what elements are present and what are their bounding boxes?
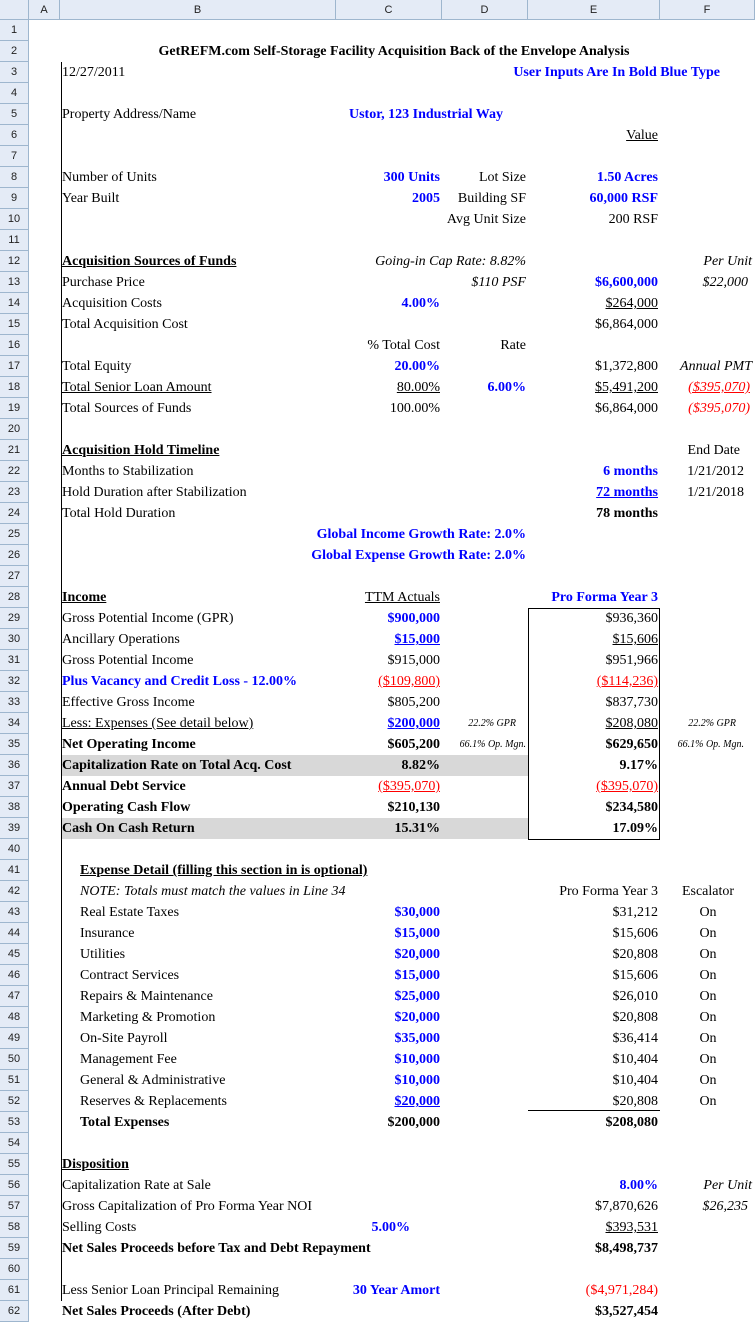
gpr-ttm[interactable]: $900,000 bbox=[387, 611, 440, 626]
expense-item-label[interactable]: Management Fee bbox=[80, 1052, 177, 1067]
total-expenses-ttm[interactable]: $200,000 bbox=[387, 1115, 440, 1130]
worksheet-grid[interactable] bbox=[30, 20, 755, 1322]
expense-item-ttm[interactable]: $35,000 bbox=[394, 1031, 440, 1046]
expense-item-ttm[interactable]: $20,000 bbox=[394, 1010, 440, 1025]
row-header-53[interactable]: 53 bbox=[0, 1112, 28, 1133]
per-unit-header[interactable]: Per Unit bbox=[703, 254, 752, 269]
purchase-label[interactable]: Purchase Price bbox=[62, 275, 145, 290]
annual-pmt-header[interactable]: Annual PMT bbox=[680, 359, 752, 374]
input-note[interactable]: User Inputs Are In Bold Blue Type bbox=[513, 65, 720, 80]
income-growth-rate[interactable]: Global Income Growth Rate: 2.0% bbox=[316, 527, 526, 542]
row-header-11[interactable]: 11 bbox=[0, 230, 28, 251]
expense-item-escalator[interactable]: On bbox=[699, 1010, 717, 1025]
row-header-13[interactable]: 13 bbox=[0, 272, 28, 293]
net-sales-value[interactable]: $8,498,737 bbox=[595, 1241, 658, 1256]
gpr-label[interactable]: Gross Potential Income (GPR) bbox=[62, 611, 234, 626]
row-header-50[interactable]: 50 bbox=[0, 1049, 28, 1070]
egi-label[interactable]: Effective Gross Income bbox=[62, 695, 195, 710]
net-after-debt-label[interactable]: Net Sales Proceeds (After Debt) bbox=[62, 1304, 251, 1319]
expense-item-label[interactable]: Insurance bbox=[80, 926, 135, 941]
expense-item-escalator[interactable]: On bbox=[699, 926, 717, 941]
expense-item-proforma[interactable]: $26,010 bbox=[612, 989, 658, 1004]
total-expenses-label[interactable]: Total Expenses bbox=[80, 1115, 170, 1130]
row-header-14[interactable]: 14 bbox=[0, 293, 28, 314]
expense-detail-heading[interactable]: Expense Detail (filling this section in is optional) bbox=[80, 863, 368, 878]
row-header-60[interactable]: 60 bbox=[0, 1259, 28, 1280]
caprate-proforma[interactable]: 9.17% bbox=[619, 758, 658, 773]
row-header-55[interactable]: 55 bbox=[0, 1154, 28, 1175]
row-header-1[interactable]: 1 bbox=[0, 20, 28, 41]
equity-pct[interactable]: 20.00% bbox=[394, 359, 440, 374]
loan-rate[interactable]: 6.00% bbox=[487, 380, 526, 395]
expense-proforma-header[interactable]: Pro Forma Year 3 bbox=[559, 884, 658, 899]
equity-label[interactable]: Total Equity bbox=[62, 359, 132, 374]
row-header-58[interactable]: 58 bbox=[0, 1217, 28, 1238]
row-header-37[interactable]: 37 bbox=[0, 776, 28, 797]
building-sf-label[interactable]: Building SF bbox=[457, 191, 526, 206]
total-acq-value[interactable]: $6,864,000 bbox=[595, 317, 658, 332]
coc-ttm[interactable]: 15.31% bbox=[394, 821, 440, 836]
row-header-32[interactable]: 32 bbox=[0, 671, 28, 692]
select-all-corner[interactable] bbox=[0, 0, 29, 20]
debt-service-label[interactable]: Annual Debt Service bbox=[62, 779, 186, 794]
vacancy-ttm[interactable]: ($109,800) bbox=[378, 674, 440, 689]
row-header-25[interactable]: 25 bbox=[0, 524, 28, 545]
column-header-bar bbox=[0, 0, 755, 20]
expense-item-label[interactable]: Contract Services bbox=[80, 968, 180, 983]
row-header-30[interactable]: 30 bbox=[0, 629, 28, 650]
row-header-20[interactable]: 20 bbox=[0, 419, 28, 440]
sheet-title[interactable]: GetREFM.com Self-Storage Facility Acquisition Back of the Envelope Analysis bbox=[158, 44, 630, 59]
vacancy-label[interactable]: Plus Vacancy and Credit Loss - 12.00% bbox=[62, 674, 298, 689]
row-header-49[interactable]: 49 bbox=[0, 1028, 28, 1049]
sale-cap-label[interactable]: Capitalization Rate at Sale bbox=[62, 1178, 211, 1193]
expense-item-label[interactable]: Real Estate Taxes bbox=[80, 905, 180, 920]
sources-total-pct[interactable]: 100.00% bbox=[389, 401, 440, 416]
row-header-28[interactable]: 28 bbox=[0, 587, 28, 608]
expense-item-proforma[interactable]: $10,404 bbox=[612, 1073, 658, 1088]
expense-item-proforma[interactable]: $15,606 bbox=[612, 968, 658, 983]
coc-proforma[interactable]: 17.09% bbox=[612, 821, 658, 836]
total-expenses-proforma[interactable]: $208,080 bbox=[605, 1115, 658, 1130]
expense-item-label[interactable]: Reserves & Replacements bbox=[80, 1094, 227, 1109]
row-header-9[interactable]: 9 bbox=[0, 188, 28, 209]
row-header-44[interactable]: 44 bbox=[0, 923, 28, 944]
row-header-33[interactable]: 33 bbox=[0, 692, 28, 713]
row-header-18[interactable]: 18 bbox=[0, 377, 28, 398]
gpi-proforma[interactable]: $951,966 bbox=[605, 653, 658, 668]
date-cell[interactable]: 12/27/2011 bbox=[62, 65, 126, 80]
debt-service-ttm[interactable]: ($395,070) bbox=[378, 779, 440, 794]
net-after-debt-value[interactable]: $3,527,454 bbox=[595, 1304, 658, 1319]
avg-unit-value[interactable]: 200 RSF bbox=[608, 212, 658, 227]
caprate-ttm[interactable]: 8.82% bbox=[401, 758, 440, 773]
sale-cap-rate[interactable]: 8.00% bbox=[619, 1178, 658, 1193]
expense-item-ttm[interactable]: $10,000 bbox=[394, 1073, 440, 1088]
column-header-d[interactable]: D bbox=[442, 0, 528, 20]
expense-item-escalator[interactable]: On bbox=[699, 968, 717, 983]
row-header-46[interactable]: 46 bbox=[0, 965, 28, 986]
expense-item-proforma[interactable]: $10,404 bbox=[612, 1052, 658, 1067]
expense-item-escalator[interactable]: On bbox=[699, 989, 717, 1004]
row-header-36[interactable]: 36 bbox=[0, 755, 28, 776]
caprate-label[interactable]: Capitalization Rate on Total Acq. Cost bbox=[62, 758, 292, 773]
selling-costs-value[interactable]: $393,531 bbox=[605, 1220, 658, 1235]
expense-item-proforma[interactable]: $15,606 bbox=[612, 926, 658, 941]
ancillary-proforma[interactable]: $15,606 bbox=[612, 632, 658, 647]
pct-cost-header[interactable]: % Total Cost bbox=[367, 338, 440, 353]
total-acq-label[interactable]: Total Acquisition Cost bbox=[62, 317, 188, 332]
noi-label[interactable]: Net Operating Income bbox=[62, 737, 196, 752]
units-label[interactable]: Number of Units bbox=[62, 170, 157, 185]
column-header-b[interactable]: B bbox=[60, 0, 336, 20]
row-header-17[interactable]: 17 bbox=[0, 356, 28, 377]
proforma-box-bottom bbox=[528, 839, 660, 840]
expense-item-escalator[interactable]: On bbox=[699, 1094, 717, 1109]
lot-size-label[interactable]: Lot Size bbox=[478, 170, 526, 185]
amortization[interactable]: 30 Year Amort bbox=[352, 1283, 440, 1298]
row-header-23[interactable]: 23 bbox=[0, 482, 28, 503]
ocf-ttm[interactable]: $210,130 bbox=[387, 800, 440, 815]
row-header-59[interactable]: 59 bbox=[0, 1238, 28, 1259]
row-header-4[interactable]: 4 bbox=[0, 83, 28, 104]
gross-cap-per-unit[interactable]: $26,235 bbox=[702, 1199, 748, 1214]
row-header-57[interactable]: 57 bbox=[0, 1196, 28, 1217]
gpr-proforma[interactable]: $936,360 bbox=[605, 611, 658, 626]
row-header-31[interactable]: 31 bbox=[0, 650, 28, 671]
row-header-8[interactable]: 8 bbox=[0, 167, 28, 188]
row-header-19[interactable]: 19 bbox=[0, 398, 28, 419]
row-header-52[interactable]: 52 bbox=[0, 1091, 28, 1112]
equity-value[interactable]: $1,372,800 bbox=[595, 359, 658, 374]
expense-item-label[interactable]: Repairs & Maintenance bbox=[80, 989, 213, 1004]
ocf-label[interactable]: Operating Cash Flow bbox=[62, 800, 191, 815]
row-header-41[interactable]: 41 bbox=[0, 860, 28, 881]
debt-service-proforma[interactable]: ($395,070) bbox=[596, 779, 658, 794]
end-date-header[interactable]: End Date bbox=[687, 443, 740, 458]
proforma-header[interactable]: Pro Forma Year 3 bbox=[551, 590, 658, 605]
disposition-heading[interactable]: Disposition bbox=[62, 1157, 129, 1172]
noi-proforma-note[interactable]: 66.1% Op. Mgn. bbox=[677, 739, 744, 750]
noi-ttm-note[interactable]: 66.1% Op. Mgn. bbox=[459, 739, 526, 750]
expense-item-ttm[interactable]: $10,000 bbox=[394, 1052, 440, 1067]
row-header-6[interactable]: 6 bbox=[0, 125, 28, 146]
row-header-2[interactable]: 2 bbox=[0, 41, 28, 62]
total-hold-months[interactable]: 78 months bbox=[596, 506, 658, 521]
row-header-34[interactable]: 34 bbox=[0, 713, 28, 734]
loan-remaining-value[interactable]: ($4,971,284) bbox=[585, 1283, 658, 1298]
purchase-price[interactable]: $6,600,000 bbox=[595, 275, 658, 290]
noi-proforma[interactable]: $629,650 bbox=[605, 737, 658, 752]
lot-size-value[interactable]: 1.50 Acres bbox=[596, 170, 658, 185]
row-header-51[interactable]: 51 bbox=[0, 1070, 28, 1091]
disp-per-unit-header[interactable]: Per Unit bbox=[703, 1178, 752, 1193]
row-header-43[interactable]: 43 bbox=[0, 902, 28, 923]
expense-item-escalator[interactable]: On bbox=[699, 1031, 717, 1046]
loan-pct[interactable]: 80.00% bbox=[396, 380, 440, 395]
row-header-3[interactable]: 3 bbox=[0, 62, 28, 83]
expense-item-label[interactable]: On-Site Payroll bbox=[80, 1031, 168, 1046]
row-header-45[interactable]: 45 bbox=[0, 944, 28, 965]
timeline-heading[interactable]: Acquisition Hold Timeline bbox=[62, 443, 220, 458]
row-header-16[interactable]: 16 bbox=[0, 335, 28, 356]
row-header-40[interactable]: 40 bbox=[0, 839, 28, 860]
gpi-label[interactable]: Gross Potential Income bbox=[62, 653, 194, 668]
going-in-cap[interactable]: Going-in Cap Rate: 8.82% bbox=[375, 254, 526, 269]
row-header-15[interactable]: 15 bbox=[0, 314, 28, 335]
expense-item-proforma[interactable]: $20,808 bbox=[612, 1010, 658, 1025]
gross-cap-value[interactable]: $7,870,626 bbox=[595, 1199, 658, 1214]
selling-costs-label[interactable]: Selling Costs bbox=[62, 1220, 137, 1235]
expense-item-escalator[interactable]: On bbox=[699, 947, 717, 962]
egi-ttm[interactable]: $805,200 bbox=[387, 695, 440, 710]
ocf-proforma[interactable]: $234,580 bbox=[605, 800, 658, 815]
stab-months[interactable]: 6 months bbox=[603, 464, 658, 479]
price-per-unit[interactable]: $22,000 bbox=[702, 275, 748, 290]
noi-ttm[interactable]: $605,200 bbox=[387, 737, 440, 752]
hold-months[interactable]: 72 months bbox=[596, 485, 658, 500]
expense-item-ttm[interactable]: $20,000 bbox=[394, 1094, 440, 1109]
column-header-e[interactable]: E bbox=[528, 0, 660, 20]
column-header-c[interactable]: C bbox=[336, 0, 442, 20]
acq-costs-label[interactable]: Acquisition Costs bbox=[62, 296, 162, 311]
row-header-27[interactable]: 27 bbox=[0, 566, 28, 587]
row-header-10[interactable]: 10 bbox=[0, 209, 28, 230]
ancillary-ttm[interactable]: $15,000 bbox=[394, 632, 440, 647]
loan-label[interactable]: Total Senior Loan Amount bbox=[62, 380, 212, 395]
expense-item-ttm[interactable]: $25,000 bbox=[394, 989, 440, 1004]
acq-costs-value[interactable]: $264,000 bbox=[605, 296, 658, 311]
sources-total-label[interactable]: Total Sources of Funds bbox=[62, 401, 192, 416]
expense-item-proforma[interactable]: $36,414 bbox=[612, 1031, 658, 1046]
loan-remaining-label[interactable]: Less Senior Loan Principal Remaining bbox=[62, 1283, 279, 1298]
row-header-22[interactable]: 22 bbox=[0, 461, 28, 482]
expenses-proforma-note[interactable]: 22.2% GPR bbox=[688, 718, 736, 729]
column-header-a[interactable]: A bbox=[29, 0, 60, 20]
row-header-61[interactable]: 61 bbox=[0, 1280, 28, 1301]
row-header-21[interactable]: 21 bbox=[0, 440, 28, 461]
building-sf-value[interactable]: 60,000 RSF bbox=[589, 191, 658, 206]
row-header-26[interactable]: 26 bbox=[0, 545, 28, 566]
expense-detail-note[interactable]: NOTE: Totals must match the values in Line 34 bbox=[80, 884, 346, 899]
units-value[interactable]: 300 Units bbox=[383, 170, 440, 185]
gpi-ttm[interactable]: $915,000 bbox=[387, 653, 440, 668]
expense-item-proforma[interactable]: $20,808 bbox=[612, 947, 658, 962]
vacancy-proforma[interactable]: ($114,236) bbox=[596, 674, 658, 689]
property-label[interactable]: Property Address/Name bbox=[62, 107, 197, 122]
expense-item-escalator[interactable]: On bbox=[699, 905, 717, 920]
row-header-54[interactable]: 54 bbox=[0, 1133, 28, 1154]
sources-total-pmt[interactable]: ($395,070) bbox=[688, 401, 750, 416]
hold-date[interactable]: 1/21/2018 bbox=[687, 485, 744, 500]
ttm-header[interactable]: TTM Actuals bbox=[364, 590, 440, 605]
row-header-39[interactable]: 39 bbox=[0, 818, 28, 839]
expense-item-ttm[interactable]: $30,000 bbox=[394, 905, 440, 920]
expense-growth-rate[interactable]: Global Expense Growth Rate: 2.0% bbox=[311, 548, 526, 563]
sources-heading[interactable]: Acquisition Sources of Funds bbox=[62, 254, 237, 269]
column-header-f[interactable]: F bbox=[660, 0, 755, 20]
expense-item-ttm[interactable]: $15,000 bbox=[394, 926, 440, 941]
row-header-29[interactable]: 29 bbox=[0, 608, 28, 629]
expense-item-label[interactable]: Utilities bbox=[80, 947, 126, 962]
row-header-38[interactable]: 38 bbox=[0, 797, 28, 818]
expense-item-proforma[interactable]: $20,808 bbox=[612, 1094, 658, 1109]
expense-item-label[interactable]: General & Administrative bbox=[80, 1073, 226, 1088]
egi-proforma[interactable]: $837,730 bbox=[605, 695, 658, 710]
acq-costs-pct[interactable]: 4.00% bbox=[401, 296, 440, 311]
loan-value[interactable]: $5,491,200 bbox=[595, 380, 658, 395]
expenses-proforma[interactable]: $208,080 bbox=[605, 716, 658, 731]
row-header-47[interactable]: 47 bbox=[0, 986, 28, 1007]
expense-item-escalator[interactable]: On bbox=[699, 1073, 717, 1088]
year-built-label[interactable]: Year Built bbox=[62, 191, 120, 206]
row-header-7[interactable]: 7 bbox=[0, 146, 28, 167]
expenses-ttm-note[interactable]: 22.2% GPR bbox=[468, 718, 516, 729]
price-psf[interactable]: $110 PSF bbox=[471, 275, 526, 290]
loan-pmt[interactable]: ($395,070) bbox=[688, 380, 750, 395]
expense-item-proforma[interactable]: $31,212 bbox=[612, 905, 658, 920]
expense-item-escalator[interactable]: On bbox=[699, 1052, 717, 1067]
row-header-35[interactable]: 35 bbox=[0, 734, 28, 755]
row-header-bar bbox=[0, 20, 29, 1322]
sources-total-value[interactable]: $6,864,000 bbox=[595, 401, 658, 416]
stab-date[interactable]: 1/21/2012 bbox=[687, 464, 744, 479]
hold-label[interactable]: Hold Duration after Stabilization bbox=[62, 485, 247, 500]
avg-unit-label[interactable]: Avg Unit Size bbox=[446, 212, 526, 227]
total-hold-label[interactable]: Total Hold Duration bbox=[62, 506, 176, 521]
rate-header[interactable]: Rate bbox=[500, 338, 526, 353]
row-header-5[interactable]: 5 bbox=[0, 104, 28, 125]
ancillary-label[interactable]: Ancillary Operations bbox=[62, 632, 180, 647]
expense-item-ttm[interactable]: $15,000 bbox=[394, 968, 440, 983]
row-header-24[interactable]: 24 bbox=[0, 503, 28, 524]
row-header-42[interactable]: 42 bbox=[0, 881, 28, 902]
expense-item-ttm[interactable]: $20,000 bbox=[394, 947, 440, 962]
year-built-value[interactable]: 2005 bbox=[412, 191, 440, 206]
property-value[interactable]: Ustor, 123 Industrial Way bbox=[348, 107, 504, 122]
coc-label[interactable]: Cash On Cash Return bbox=[62, 821, 195, 836]
row-header-56[interactable]: 56 bbox=[0, 1175, 28, 1196]
selling-costs-pct[interactable]: 5.00% bbox=[371, 1220, 410, 1235]
expenses-ttm[interactable]: $200,000 bbox=[387, 716, 440, 731]
row-header-48[interactable]: 48 bbox=[0, 1007, 28, 1028]
value-header[interactable]: Value bbox=[626, 128, 658, 143]
row-header-62[interactable]: 62 bbox=[0, 1301, 28, 1322]
net-sales-label[interactable]: Net Sales Proceeds before Tax and Debt Repayment bbox=[62, 1241, 371, 1256]
stab-label[interactable]: Months to Stabilization bbox=[62, 464, 194, 479]
income-heading[interactable]: Income bbox=[62, 590, 107, 605]
expenses-label[interactable]: Less: Expenses (See detail below) bbox=[62, 716, 254, 731]
expense-item-label[interactable]: Marketing & Promotion bbox=[80, 1010, 216, 1025]
row-header-12[interactable]: 12 bbox=[0, 251, 28, 272]
gross-cap-label[interactable]: Gross Capitalization of Pro Forma Year NOI bbox=[62, 1199, 313, 1214]
escalator-header[interactable]: Escalator bbox=[681, 884, 735, 899]
